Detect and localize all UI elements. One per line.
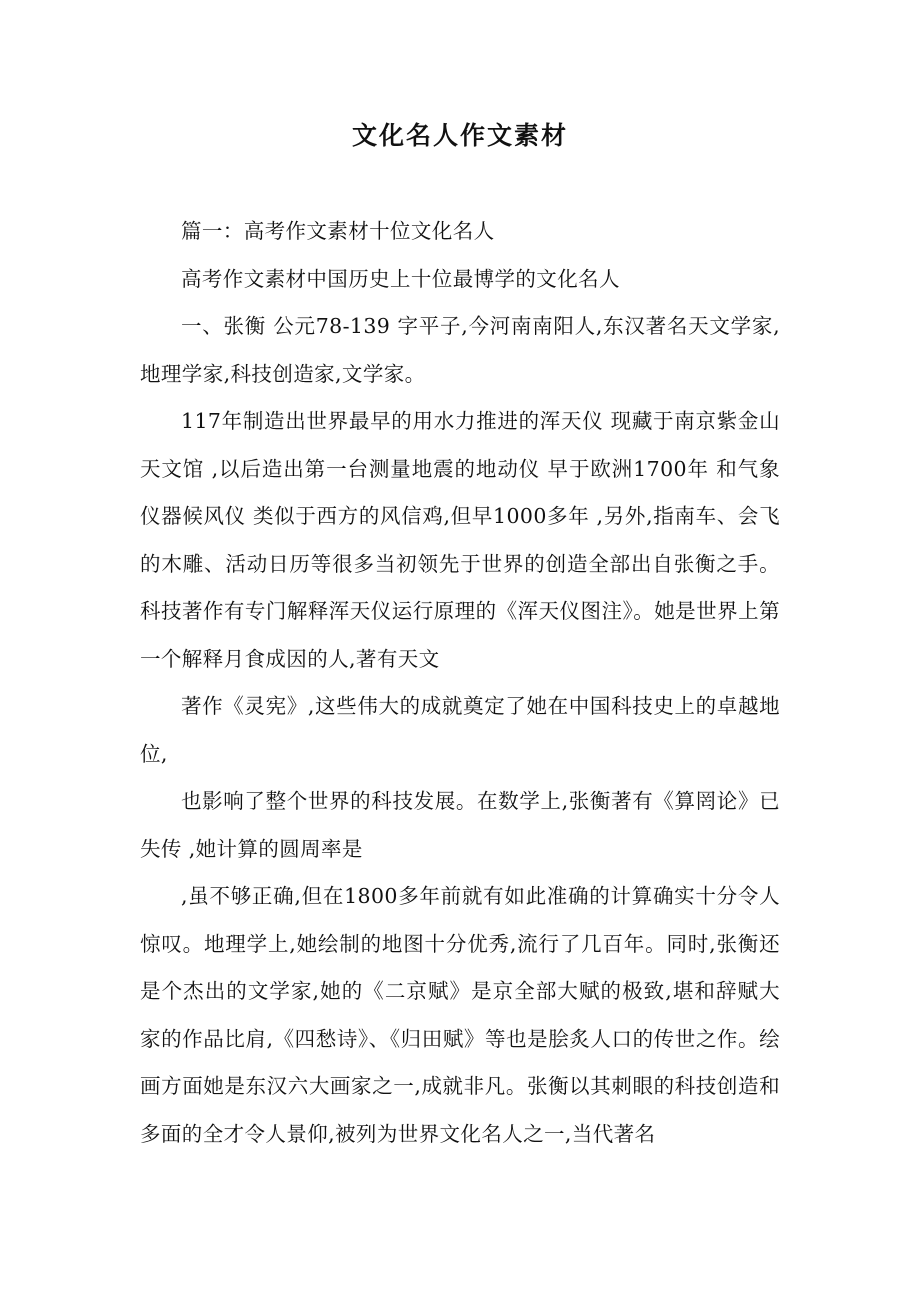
- document-title: 文化名人作文素材: [351, 121, 568, 150]
- subtitle-paragraph: 高考作文素材中国历史上十位最博学的文化名人: [181, 266, 620, 291]
- body-paragraph: 也影响了整个世界的科技发展。在数学上,张衡著有《算罔论》已失传 ,她计算的圆周率是: [140, 789, 780, 861]
- body-paragraph: ,虽不够正确,但在1800多年前就有如此准确的计算确实十分令人惊叹。地理学上,她绘制的地图十分优秀,流行了几百年。同时,张衡还是个杰出的文学家,她的《二京赋》是京全部大赋的极致,堪和辞赋大家的作品比肩,《四愁诗》、《归田赋》等也是脍炙人口的传世之作。绘画方面她是东汉六大画家之一,成就非凡。张衡以其刺眼的科技创造和多面的全才令人景仰,被列为世界文化名人之一,当代著名: [140, 884, 780, 1146]
- body-paragraph: 著作《灵宪》,这些伟大的成就奠定了她在中国科技史上的卓越地位,: [140, 694, 780, 766]
- section-heading: 篇一：高考作文素材十位文化名人: [181, 219, 495, 243]
- body-paragraph: 117年制造出世界最早的用水力推进的浑天仪 现藏于南京紫金山天文馆 ,以后造出第一台测量地震的地动仪 早于欧洲1700年 和气象仪器候风仪 类似于西方的风信鸡,但早1000多年 ,另外,指南车、会飞的木雕、活动日历等很多当初领先于世界的创造全部出自张衡之手。科技著作有专门解释浑天仪运行原理的《浑天仪图注》。她是世界上第一个解释月食成因的人,著有天文: [140, 409, 780, 671]
- body-paragraph: 一、张衡 公元78-139 字平子,今河南南阳人,东汉著名天文学家,地理学家,科技创造家,文学家。: [140, 314, 780, 386]
- document-body: [140, 208, 780, 1158]
